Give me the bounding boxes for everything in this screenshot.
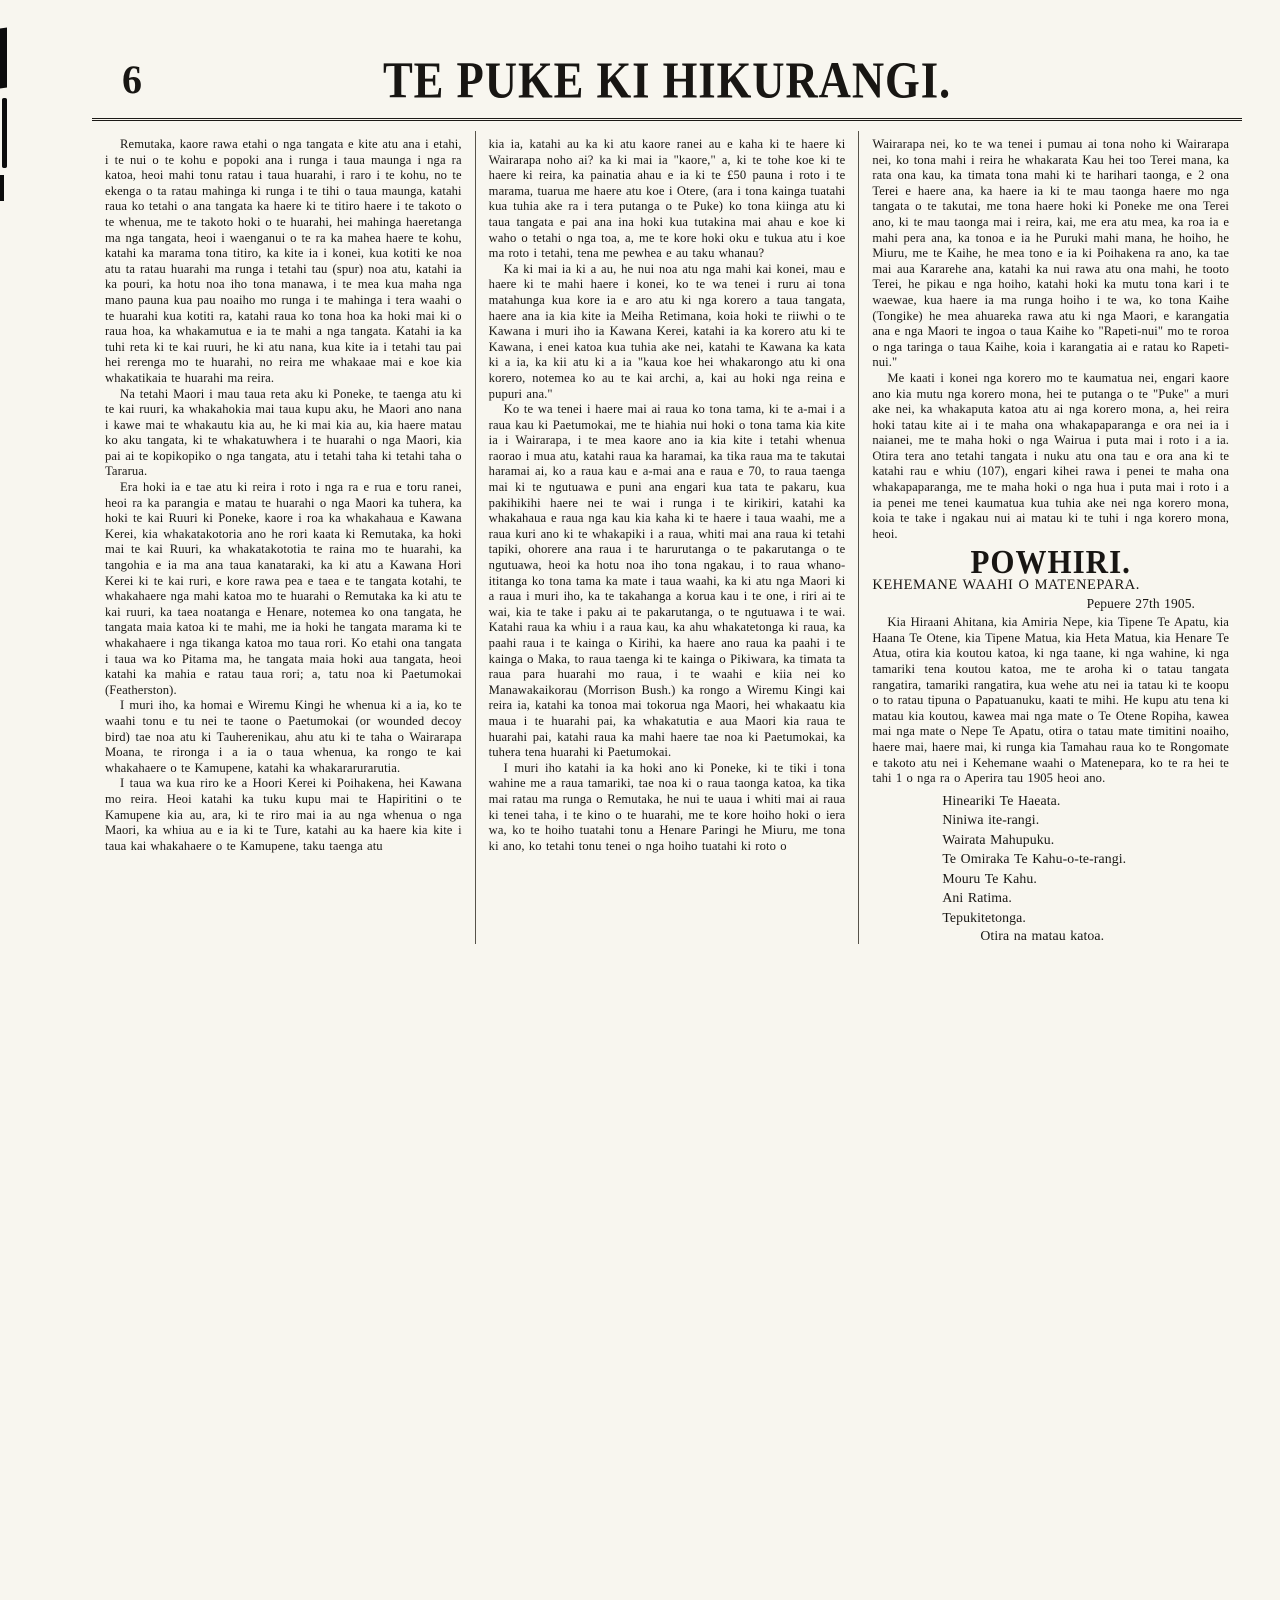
signature-name: Tepukitetonga. [942, 909, 1026, 925]
powhiri-body: Kia Hiraani Ahitana, kia Amiria Nepe, kia Tipene Te Apatu, kia Haana Te Otene, kia Tipene Matua, kia Heta Matua, kia Henare Te Atua, otira kia koutou katoa, ki nga taane, ki nga wahine, ki nga tamariki tena koutou katoa, me te aroha ki o tatau tangata rangatira, tamariki rangatira, kua wehe atu nei ia tatau ki te koopu o to ratau tipuna o Papatuanuku, kaati te mihi. He kupu atu tena ki matau kia koutou, kawea mai nga mate o Te Otene Ropiha, kawea mai nga mate o Nepe Te Apatu, otira o tatau mate timitini noaiho, haere mai, haere mai, ki runga kia Tamahau raua ko te Rongomate e takoto atu nei i Kehemane waahi o Matenepara, ko te ra hei te tahi 1 o nga ra o Aperira tau 1905 heoi ano. [872, 615, 1230, 786]
page-number: 6 [122, 57, 142, 102]
masthead-title: TE PUKE KI HIKURANGI. [382, 52, 952, 110]
article-columns [92, 131, 1242, 944]
signature-name: Hineariki Te Haeata. [942, 792, 1061, 808]
signature-name: Mouru Te Kahu. [942, 870, 1037, 886]
paragraph: I muri iho katahi ia ka hoki ano ki Poneke, ki te tiki i tona wahine me a raua tamariki, tae noa ki o raua taonga katoa, ka tika mai ratau ma runga o Remutaka, he nui te uaua i whiti mai ai raua ki tenei taha, i te kino o te huarahi, me te kore hoiho hoki o iera wa, ko te hoiho tuatahi tonu a Henare Paringi he Miuru, me tona ki ano, ko tetahi tonu tenei o nga hoiho tuatahi ki roto o [488, 760, 846, 853]
paragraph: Ka ki mai ia ki a au, he nui noa atu nga mahi kai konei, mau e haere ki te mahi haere i konei, ko te wa tenei i ruru ai tona matahunga kua kore ia e aro atu ki nga korero a taua tangata, haere ana ia kia kite ia Meiha Retimana, koia hoki te riiwhi o te Kawana i muri iho ia Kawana Kerei, katahi ia ka korero atu ki te Kawana, i enei katoa kua tuhia ake nei, katahi te Kawana ka kata ki a ia, ka kii atu ki a ia "kaua koe hei whakarongo atu ki ona korero, notemea ko au te kai archi, a, kai au hoki nga reina e pupuri ana." [488, 261, 846, 401]
page-header [92, 26, 1242, 121]
closing-line: Otira na matau katoa. [980, 928, 1105, 944]
masthead-wrap [92, 54, 1242, 108]
column-1 [92, 131, 475, 944]
paragraph: Era hoki ia e tae atu ki reira i roto i nga ra e rua e toru ranei, heoi ra ka parangia e matau te huarahi o nga Maori ka tuhera, ka hoki te kai Ruuri ki Poneke, kaore i roa ka whakahaua e Kawana Kerei, kia whakatakotoria ano he rori kaata ki Remutaka, ka hoki mai te kai Ruuri, ka whakatakototia te raina mo te huarahi, ka tangohia e ia ma ana taua kanataraki, ka ki atu a Kawana Hori Kerei ki te kai ruri, e kore rawa pea e taea e te tangata kotahi, te whakahaere nga mahi katoa mo te huarahi o Remutaka ka ki atu te kai ruuri, ka taea noatanga e Henare, notemea ko ona tangata, he tangata maia katoa ki te mahi, me ia hoki he tangata marama ki te whakahaere i nga tikanga katoa mo taua rori. Ko etahi ona tangata i taua wa ko Pitama ma, he tangata maia hoki aua tangata, heoi katahi ka mahia e ratau taua rori; a, tatu noa ki Paetumokai (Featherston). [105, 480, 462, 697]
column-3 [858, 131, 1242, 944]
signature-name: Niniwa ite-rangi. [942, 812, 1040, 828]
powhiri-heading: POWHIRI. [970, 543, 1131, 581]
paragraph: I taua wa kua riro ke a Hoori Kerei ki Poihakena, hei Kawana mo reira. Heoi katahi ka tuku kupu mai te Hapiritini o te Kamupene kia au, ara, ki te riro mai ia au nga whenua o nga Maori, ka whiua au e ia ki te Ture, katahi au ka haere kia kite i taua kai whakahaere o te Kamupene, taku taenga atu [105, 776, 462, 853]
signature-name: Ani Ratima. [942, 890, 1012, 906]
paragraph: I muri iho, ka homai e Wiremu Kingi he whenua ki a ia, ko te waahi tonu e tu nei te taone o Paetumokai (or wounded decoy bird) tae noa atu ki Tauherenikau, ahu atu ki te taha o Wairarapa Moana, te rironga i a ia o taua whenua, ka rongo te kai whakahaere o te Kamupene, katahi ka whakararurarutia. [105, 698, 462, 775]
paragraph: kia ia, katahi au ka ki atu kaore ranei au e kaha ki te haere ki Wairarapa noho ai? ka ki mai ia "kaore," a, ki te tohe koe ki te haere ki reira, ka painatia ahau e ia ki te £50 pauna i roto i te marama, tuarua me haere atu koe i Otere, (ara i tona kainga tuatahi kua tuhia ake ra i tera putanga o te Puke) ko tona kiinga atu ki taua tangata e pai ana ina hoki kua tutakina mai ahau e koe ki waho o tetahi o nga toa, a, me te kore hoki oku e tukua atu i koe ma roto i tetahi, tena me pewhea e au taku whanau? [488, 137, 846, 261]
paragraph: Remutaka, kaore rawa etahi o nga tangata e kite atu ana i etahi, i te nui o te kohu e popoki ana i runga i taua maunga i nga ra katoa, heoi mahi tonu ratau i taua huarahi, i raro i te kohu, no te ekenga o ta ratau mahinga ki runga i te tihi o taua maunga, katahi raua ko tetahi o ana tangata ka haere ki te titiro haere i te takoto o te whenua, me te takoto hoki o te huarahi, hei mahinga haeretanga ma nga tangata, heoi i waenganui o te ra ka mahea haere te kohu, katahi ka marama tona titiro, ka kite ia i konei, kua kotiti ke noa atu ta ratau huarahi ma runga i tetahi tau (spur) noa atu, katahi ia ka pouri, ka hotu noa iho tona manawa, i te mea kua maha nga mano pauna kua pau noaiho mo runga i te mahinga i tera waahi o te huarahi kua kotiti ra, katahi raua ko tona hoa ka hoki mai ki o raua hoa, ka whakamutua e ia te mahi a nga tangata. Katahi ia ka tuhi reta ki te kai ruuri, he ki atu nana, kua kite ia i tetahi tau pai hei rerenga mo te huarahi, no reira me whakaae mai e koe kia whakatikaia te huarahi ma reira. [105, 137, 462, 385]
signature-list [942, 791, 1229, 928]
column-2 [475, 131, 859, 944]
scan-artifact [0, 175, 4, 201]
paragraph: Ko te wa tenei i haere mai ai raua ko tona tama, ki te a-mai i a raua kau ki Paetumokai, me te hiahia nui hoki o tona tama kia kite ia i Wairarapa, i te mea kaore ano ia kia kite i tetahi whenua raorao i mua atu, katahi raua ka haramai, ka tika raua ma te takutai haramai ai, ko a raua kau e a-mai ana e raua e 70, to raua taenga mai ki te ngutuawa e puni ana engari kua tata te pakaru, kua pakihikihi haere nei te wai i runga i te kirikiri, katahi ka whakahaua e raua nga kau kia kaha ki te haere i taua waahi, me a raua kuri ano ki te whakapiki i a raua, whiti mai ana raua ki tetahi tapiki, ohorere ana raua i te harurutanga o te pakarutanga o te ngutuawa, heoi ka hotu noa iho tona ngakau, i to raua whano-ititanga ko tona tama ka mate i taua waahi, ka ki atu nga Maori ki a raua i muri iho, ka te takahanga a korua kau i te one, i riri ai te wai, kia te take i paku ai te pakarutanga, o te ngutuawa i te wai. Katahi raua ka whiu i a raua kau, ka ahu whakatetonga ki raua, ka paahi raua i te kainga o Kirihi, ka haere ano raua ka paahi i te kainga o Maka, to raua taenga ki te kainga o Pikiwara, ka timata ta raua para huarahi mo raua, i te waahi e kiia nei ko Manawakaikorau (Morrison Bush.) ka rongo a Wiremu Kingi kai reira ia, katahi ka tonoa mai tokorua nga Maori, hei whakaatu kia maua i te huarahi pai, ka whakatutia e aua Maori kia raua te huarahi pai, katahi raua ka mahi haere tae noa ki Paetumokai, ka tuhera tena huarahi ki Paetumokai. [488, 402, 846, 760]
powhiri-subheading: KEHEMANE WAAHI O MATENEPARA. [872, 577, 1140, 594]
scan-artifact [2, 98, 7, 168]
scan-artifact [0, 28, 7, 89]
paragraph: Na tetahi Maori i mau taua reta aku ki Poneke, te taenga atu ki te kai ruuri, ka whakahokia mai taua kupu aku, he Maori ano nana i kawe mai te whakautu kia au, he ki mai kia au, kia haere matau ko aku tangata, ki te whakatuwhera i te huarahi o nga Maori, kia pai ai te kopikopiko o nga tangata, atu i tetahi taha ki tetahi taha o Tararua. [105, 386, 462, 479]
signature-name: Wairata Mahupuku. [942, 831, 1055, 847]
signature-name: Te Omiraka Te Kahu-o-te-rangi. [942, 851, 1127, 867]
paragraph: Me kaati i konei nga korero mo te kaumatua nei, engari kaore ano kia mutu nga korero mona, hei te putanga o te "Puke" a muri ake nei, ka whakaputa katoa atu ai nga korero mona, a, hei reira hoki tatau kite ai i te maha ona whakapaparanga e ora nei ia i naianei, me te maha hoki o nga Wairua i puta mai i roto i a ia. Otira tera ano tetahi tangata i nuku atu ona tau e ora ana ki te katahi rau e whiu (107), engari kihei rawa i penei te maha ona whakapaparanga, me te maha hoki o nga hua i puta mai i roto i a ia penei me tenei kaumatua kua tuhia ake nei nga korero mona, koia te take i ngakau nui ai matau ki te tuhi i nga korero mona, heoi. [872, 370, 1230, 541]
powhiri-date: Pepuere 27th 1905. [1086, 595, 1196, 611]
paragraph: Wairarapa nei, ko te wa tenei i pumau ai tona noho ki Wairarapa nei, ko tona mahi i reira he whakarata Kau hei too Terei mana, ka rata ona kau, ka timata tona mahi ki te harihari taonga, e 2 ona Terei e haere ana, ka haere ia ki te mau taonga haere mo nga tangata o te takutai, me tona haere hoki ki Poneke me ona Terei ano, ki te mau taonga mai i reira, kai, me era atu mea, ka roa ia e mahi pera ana, ka tonoa e ia he Puruki mahi mana, he hoiho, he Miuru, me te Kaihe, he mea tono e ia ki Poihakena ra ano, ka tae mai aua Kararehe ana, katahi ka nui rawa atu ona mahi, he tooto Terei, he pikau e nga hoiho, katahi hoki ka mutu tona kari i te waewae, kua haere ia ma runga hoiho i te wa, ko tona Kaihe (Tongike) he mea ahuareka rawa atu ki nga Maori, e karangatia ana e nga Maori te ingoa o taua Kaihe ko "Rapeti-nui" mo te roroa o nga taringa o taua Kaihe, koia i karangatia ai e ratau ko Rapeti-nui." [872, 137, 1230, 370]
